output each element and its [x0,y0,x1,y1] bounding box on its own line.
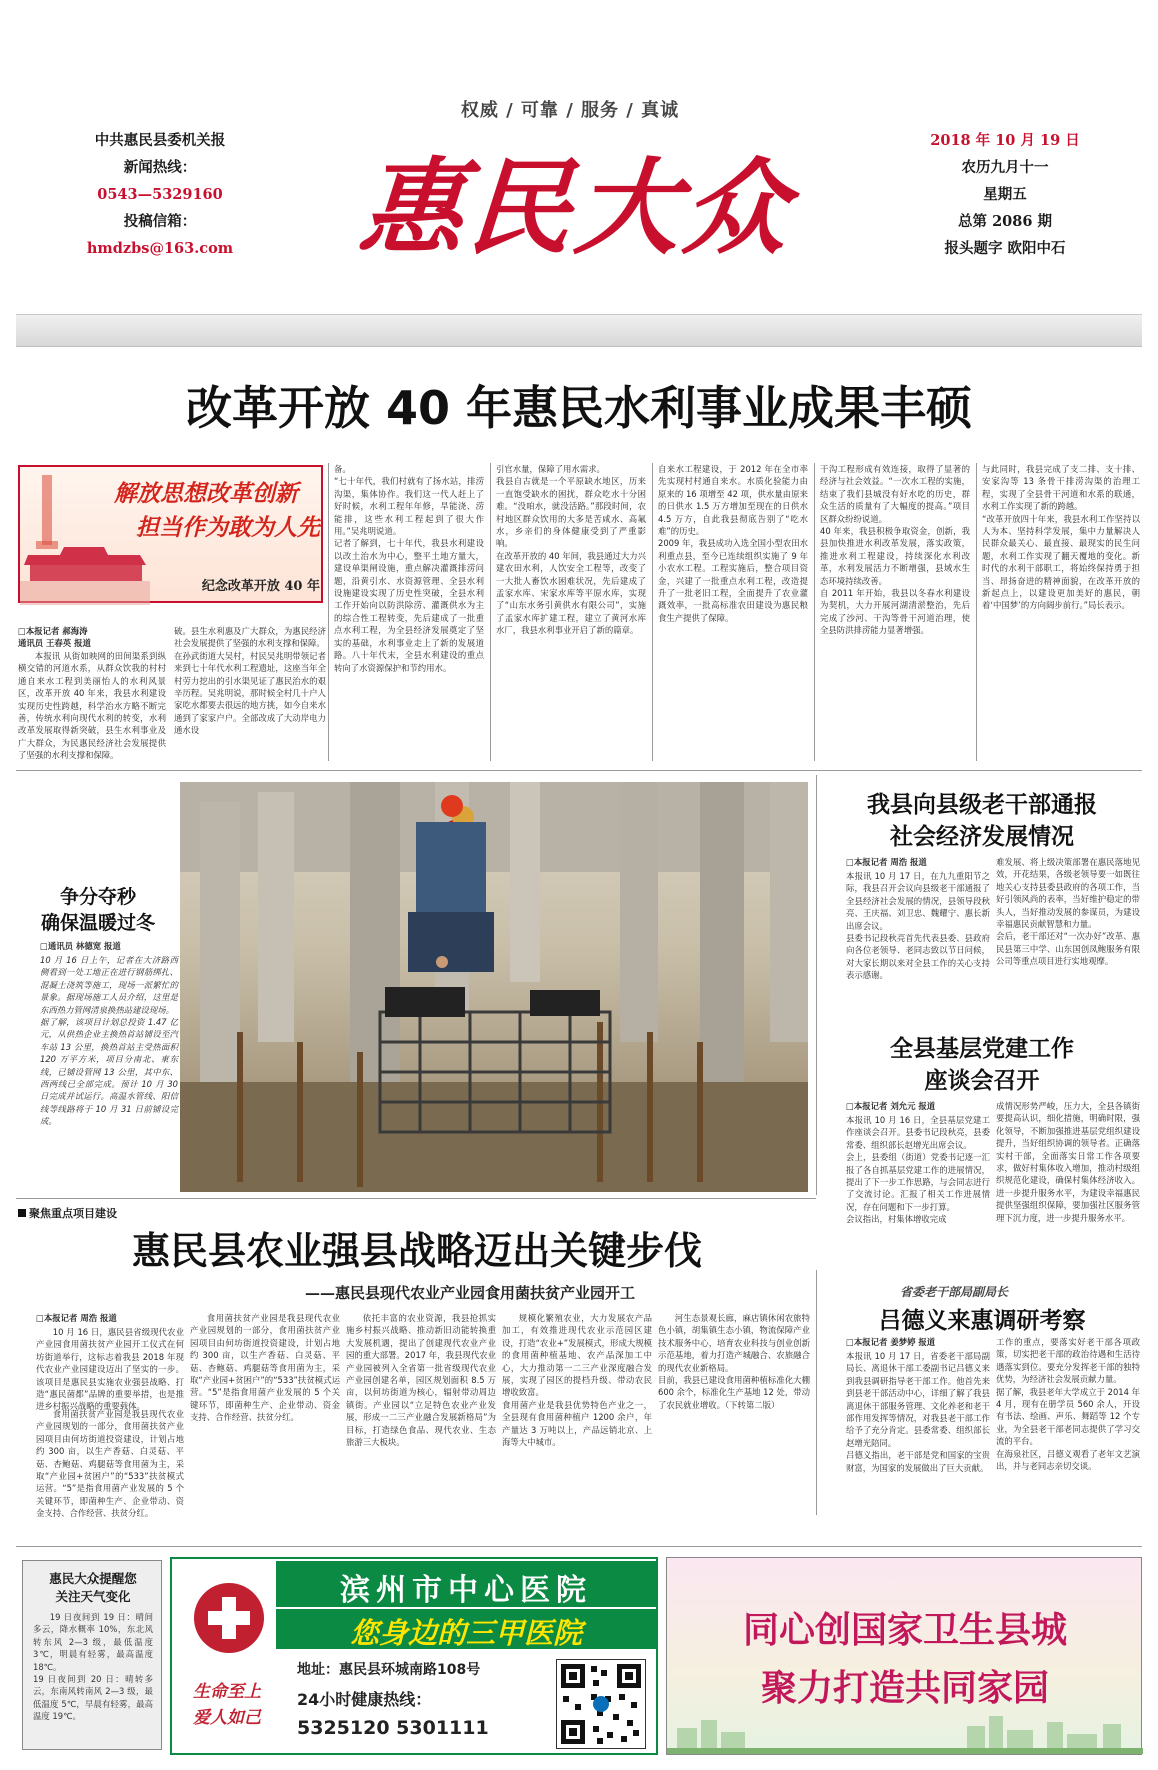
lead-byline: □本报记者 郝海涛 通讯员 王春英 报道 [18,626,91,649]
qr-code-icon[interactable] [556,1659,646,1749]
lead-headline: 改革开放 40 年惠民水利事业成果丰硕 [185,381,973,435]
hospital-slogan-band [276,1609,656,1649]
lead-col-3: 备。 “七十年代，我们村就有了扬水站，排涝沟渠，集体协作。我们这一代人赶上了好时候，水利工程年年修，旱能浇、涝能排，这些水利工程起到了很大作用。”吴兆明说道。 记者了解到，七十年代，我县水利建设以改土治水为中心，整平土地方量大，建设单渠闸设施，重点解决灌溉排涝问题，沿黄引水、水资源管理、全县水利设施建设实现了历史性突破，全县水利工作开始向以防洪除涝、灌溉供水为主的综合性工程转变，先后建成了一批重点水利工程，为全县经济发展奠定了坚实的基础，水利事业走上了新的发展道路。八十年代末，全县水利建设的重点转向了水资源保护和节约用水。 [334,464,484,673]
hotline-number: 0543—5329160 [97,186,223,203]
cadre-byline: □本报记者 周浩 报道 [846,857,927,867]
lead-col-rule-1 [328,463,329,761]
lead-col-7: 与此同时，我县完成了支二排、支十排、安家沟等 13 条骨干排涝沟渠的治理工程，实现了全县骨干河道和水系的联通，水利工作实现了新的跨越。 “改革开放四十年来，我县水利工作坚持以人为本、坚持科学发展，集中力量解决人民群众最关心、最直接、最现实的民生问题，水利工作实现了翻天覆地的变化。新时代的水利干部职工，将始终保持勇于担当、昂扬奋进的精神面貌，在改革开放的新起点上，以建设更加美好的惠民，朝着‘中国梦’的方向阔步前行。”局长表示。 [982,464,1140,611]
agri-byline: □本报记者 周浩 报道 [36,1313,117,1323]
inspection-col-1: 本报讯 10 月 17 日，省委老干部局副局长、离退休干部工委副书记吕德义来到我县调研指导老干部工作。他首先来到县老干部活动中心，详细了解了我县离退休干部服务管理、文化养老和老干部作用发挥等情况，对我县老干部工作给予了充分肯定。县委常委、组织部长赵增光陪同。 吕德义指出，老干部是党和国家的宝贵财富，为国家的发展做出了巨大贡献。 [846,1351,990,1473]
masthead-left-info [60,127,260,262]
construction-scene-icon [180,782,808,1192]
photo-caption [180,1194,808,1195]
party-title-2: 座谈会召开 [924,1067,1040,1094]
city-skyline-icon [667,1708,1143,1754]
agri-col-2: 食用菌扶贫产业园是我县现代农业产业园规划的一部分，食用菌扶贫产业园项目由何坊街道投资建设，计划占地约 300 亩，以生产香菇、白灵菇、平菇、杏鲍菇、鸡腿菇等食用菌为主，采取“产业园+贫困户”的“533”扶贫模式运营。“5”是指食用菌产业发展的 5 个关键环节，即菌种生产、企业带动、资金支持、合作经营、扶贫分红。 [36,1409,184,1519]
civic-health-ad[interactable] [666,1557,1142,1755]
construction-photo [180,782,808,1192]
agri-col-4: 规模化繁殖农业，大力发展农产品加工，有效推进现代农业示范园区建设，打造“农业+”发展模式，形成大规模的食用菌种植基地、农产品深加工中心，大力推动第一二三产业深度融合发展，实现了园区的提档升级、带动农民增收致富。 食用菌产业是我县优势特色产业之一，全县现有食用菌种植户 1200 余户，年产量达 3 万吨以上，产品远销北京、上海等大中城市。 [502,1313,652,1448]
civic-ad-line-1: 同心创国家卫生县城 [742,1610,1067,1651]
agri-col-5: 河生态景观长廊，麻店镇休闲农旅特色小镇，胡集镇生态小镇，物流保障产业技术服务中心，培育农业科技与创业创新示范基地，着力打造产城融合、农旅融合的现代农业新格局。 目前，我县已建设食用菌种植标准化大棚 600 余个，标准化生产基地 12 处，带动了农民就业增收。（下转第二版） [658,1313,810,1410]
hospital-name: 滨州市中心医院 [340,1573,592,1608]
hospital-title-band [276,1561,656,1607]
masthead-slogan: 权威 / 可靠 / 服务 / 真诚 [460,100,680,121]
banner-line-1: 解放思想改革创新 [114,481,298,507]
issue-date: 2018 年 10 月 19 日 [930,132,1080,149]
heating-title-1: 争分夺秒 [59,886,136,908]
agri-headline: 惠民县农业强县战略迈出关键步伐 [131,1228,702,1273]
photo-right-rule [816,775,817,1195]
lead-col-rule-4 [814,463,815,761]
hospital-motto: 生命至上 爱人如己 [193,1682,261,1728]
newspaper-org: 中共惠民县委机关报 [94,132,226,149]
party-byline: □本报记者 刘允元 报道 [846,1101,936,1111]
lead-col-5: 自来水工程建设，于 2012 年在全市率先实现村村通自来水。水质化验能力由原来的 16 项增至 42 项，供水量由原来的日供水 1.5 万方增加至现在的日供水 4.5 万方，自此我县彻底告别了“吃水难”的历史。 2009 年，我县成功入选全国小型农田水利重点县，至今已连续组织实施了 9 年小农水工程。工程实施后，整合项目资金，兴建了一批重点水利工程，改造提升了一批老旧工程，全面提升了农业灌溉效率，一批高标准农田建设为惠民粮食生产提供了保障。 [658,464,808,623]
heating-text: 10 月 16 日上午，记者在大济路西侧看到一处工地正在进行钢筋绑扎、混凝土浇筑等施工，现场一派繁忙的景象。据现场施工人员介绍，这里是东西热力管网清泉换热站建设现场。 据了解，该项目计划总投资 1.47 亿元，从供热企业主换热首站铺设至汽车站 13 公里，换热首站主受热面积 120 万平方米，项目分南北、東东线，已铺设管网 13 公里，其中东、西两线已全部完成。预计 10 月 30 日完成并试运行。高温水管线、阳信线等线路将于 10 月 31 日前铺设完成。 [40,955,178,1127]
banner-line-2: 担当作为敢为人先 [136,515,320,541]
heating-title-2: 确保温暖过冬 [40,912,155,934]
civic-ad-line-2: 聚力打造共同家园 [760,1668,1049,1709]
weather-box [22,1560,162,1750]
hospital-slogan: 您身边的三甲医院 [349,1616,582,1650]
inspection-col-2: 工作的重点，要落实好老干部各项政策，切实把老干部的政治待遇和生活待遇落实到位。要充分发挥老干部的独特优势，为经济社会发展贡献力量。 据了解，我县老年大学成立于 2014 年 4 月，现有在册学员 560 余人，开设有书法、绘画、声乐、舞蹈等 12 个专业，为全县老干部老同志提供了学习交流的平台。 在海泉社区，吕德义观看了老年文艺演出，并与老同志亲切交谈。 [996,1337,1140,1472]
agri-kicker-text: 聚焦重点项目建设 [29,1207,117,1220]
lead-bottom-rule [16,770,1142,771]
lead-col-rule-3 [652,463,653,761]
hotline-label: 新闻热线： [123,159,197,176]
masthead-inscription: 报头题字 欧阳中石 [944,240,1066,257]
lead-col-2: 破。县生水利惠及广大群众，为惠民经济社会发展提供了坚强的水利支撑和保障。 在孙武街道大吴村，村民吴兆明带领记者来到七十年代水利工程遗址，这座当年全村劳力挖出的引水渠见证了惠民治水的艰辛历程。吴兆明说，那时候全村几十户人家吃水都要去很远的地方挑，如今自来水通到了家家户户。全部改成了大动岸电力通水设 [174,626,326,736]
masthead-logo: 惠民大众 [355,146,796,269]
bottom-ads-rule [16,1546,1142,1547]
masthead-divider-band [16,314,1142,347]
masthead-right-info [905,127,1105,262]
weather-title-1: 惠民大众提醒您 [49,1571,137,1586]
hospital-phones[interactable]: 5325120 5301111 [297,1717,489,1739]
agri-col-1: 10 月 16 日，惠民县省级现代农业产业园食用菌扶贫产业园开工仪式在何坊街道举行，这标志着我县 2018 年现代农业产业园建设迈出了坚实的一步。该项目是惠民县实施农业强县战略、打造“惠民菌都”品牌的重要举措，也是推进乡村振兴战略的重要载体。 [36,1327,184,1412]
agri-subtitle: ——惠民县现代农业产业园食用菌扶贫产业园开工 [304,1284,635,1302]
weekday: 星期五 [983,186,1027,203]
issue-number: 总第 2086 期 [958,213,1052,230]
heating-byline: □通讯员 林德宽 报道 [40,941,121,951]
reform-banner [18,465,323,603]
lead-col-rule-2 [490,463,491,761]
agri-right-rule [816,1270,817,1515]
party-title-1: 全县基层党建工作 [890,1035,1074,1062]
lead-col-6: 干沟工程形成有效连接，取得了显著的经济与社会效益。“一次水工程的实施，结束了我们县城没有好水吃的历史，群众生活的质量有了大幅度的提高。”项目区群众纷纷说道。 40 年来，我县积极争取资金，创新，我县加快推进水利改革发展，落实政策，推进水利工程建设，持续深化水利改革，水利发展活力不断增强，县域水生态环境持续改善。 自 2011 年开始，我县以冬春水利建设为契机，大力开展河湖清淤整治，先后完成了沙河、干沟等骨干河道治理，使全县防洪排涝能力显著增强。 [820,464,970,636]
email-label: 投稿信箱： [123,213,197,230]
inspection-byline: □本报记者 姜梦婷 报道 [846,1337,936,1347]
inspection-kicker: 省委老干部局副局长 [900,1285,1009,1299]
lunar-date: 农历九月十一 [961,159,1049,176]
email-address: hmdzbs@163.com [86,240,234,257]
hospital-address: 地址：惠民县环城南路108号 [297,1662,481,1678]
cadre-col-2: 难发展、将上级决策部署在惠民落地见效，开花结果，各级老领导要一如既往地关心支持县委县政府的各项工作，当好引领风尚的表率，当好维护稳定的带头人，当好推动发展的参谋员，为建设幸福惠民贡献智慧和力量。 会后，老干部还对“一次办好”改革、惠民县第三中学、山东国创凤鲍服务有限公司等重点项目进行实地观摩。 [996,857,1140,967]
inspection-title: 吕德义来惠调研考察 [878,1307,1086,1334]
hospital-ad[interactable] [170,1557,658,1755]
cadre-title-1: 我县向县级老干部通报 [867,791,1097,818]
party-col-2: 成情况形势严峻，压力大，全县各镇街要提高认识，细化措施，明确时限，强化领导，不断加强推进基层党组织建设提升，当好组织协调的领导者。正确落实村干部，全面落实日常工作各项要求，做好村集体收入增加，推动村级组织规范化建设，确保村集体经济收入。进一步提升服务水平，为建设幸福惠民提供坚强组织保障，要加强社区服务管理下沉力度，进一步提升服务水平。 [996,1101,1140,1223]
agri-col-2b: 食用菌扶贫产业园是我县现代农业产业园规划的一部分，食用菌扶贫产业园项目由何坊街道投资建设，计划占地约 300 亩，以生产香菇、白灵菇、平菇、杏鲍菇、鸡腿菇等食用菌为主，采取“产业园+贫困户”的“533”扶贫模式运营。“5”是指食用菌产业发展的 5 个关键环节，即菌种生产、企业带动、资金支持、合作经营、扶贫分红。 [190,1313,340,1423]
agri-col-3: 依托丰富的农业资源，我县抢抓实施乡村振兴战略、推动新旧动能转换重大发展机遇，提出了创建现代农业产业园的重大部署。2017 年，我县现代农业产业园被列入全省第一批省级现代农业产业园创建名单，园区规划面积 8.5 万亩，以何坊街道为核心，辐射带动周边镇街。产业园以“立足特色农业产业发展，形成一二三产业融合发展新格局”为目标，打造绿色食品、现代农业、生态旅游三大板块。 [346,1313,496,1448]
kicker-square-icon [18,1209,26,1217]
mid-left-rule [16,1198,816,1199]
lead-col-1: 本报讯 从街如映网的田间渠系到纵横交错的河道水系，从群众饮我的村村通自来水工程到美丽怡人的水利风景区，改革开放 40 年来，我县水利建设实现历史性跨越，科学治水方略不断完善，传统水利向现代水利的转变，水利改革发展取得新突破，县生水利事业及广大群众，为民惠民经济社会发展提供了坚强的水利支撑和保障。 [18,651,166,761]
weather-text: 19 日夜间到 19 日：晴间多云，降水概率 10%，东北风转东风 2—3 级，最低温度 3℃，明晨有轻雾，最高温度 18℃。 19 日夜间到 20 日：晴转多云，东南风转南风 2—3 级，最低温度 5℃，早晨有轻雾，最高温度 19℃。 [33,1612,153,1722]
banner-caption: 纪念改革开放 40 年 [201,579,320,594]
lead-col-rule-5 [976,463,977,761]
hospital-logo-icon [194,1583,264,1653]
party-col-1: 本报讯 10 月 16 日，全县基层党建工作座谈会召开。县委书记段秋亮，县委常委、组织部长赵增光出席会议。 会上，县委组（街道）党委书记逐一汇报了各自抓基层党建工作的进展情况，提出了下一步工作思路，与会同志进行了交流讨论。汇报了相关工作进展情况，存在问题和下一步打算。 会议指出，村集体增收完成 [846,1115,990,1225]
hospital-hotline-label: 24小时健康热线： [297,1690,432,1709]
agri-kicker [18,1205,218,1221]
weather-title-2: 关注天气变化 [55,1589,131,1604]
cadre-col-1: 本报讯 10 月 17 日，在九九重阳节之际，我县召开会议向县级老干部通报了全县经济社会发展的情况，县领导段秋亮、王庆福、刘卫忠、魏耀宁、惠长新出席会议。 县委书记段秋亮首先代表县委、县政府向各位老领导、老同志致以节日问候，对大家长期以来对全县工作的关心支持表示感谢。 [846,871,990,981]
lead-col-4: 引官水量，保障了用水需求。 我县自古就是一个平原缺水地区，历来一直饱受缺水的困扰，群众吃水十分困难。“没咱水，就没活路。”那段时间，农村地区群众饮用的大多是苦咸水、高氟水，乡亲们的身体健康受到了严重影响。 在改革开放的 40 年间，我县通过大力兴建农田水利，人饮安全工程等，改变了一大批人畜饮水困难状况，先后建成了孟家水库、宋家水库等平原水库，实现了“山东水务引黄供水有限公司”，实施了孟家水库扩建工程，建立了黄河水库水厂，我县水利事业开启了新的篇章。 [496,464,646,636]
cadre-title-2: 社会经济发展情况 [890,823,1074,850]
